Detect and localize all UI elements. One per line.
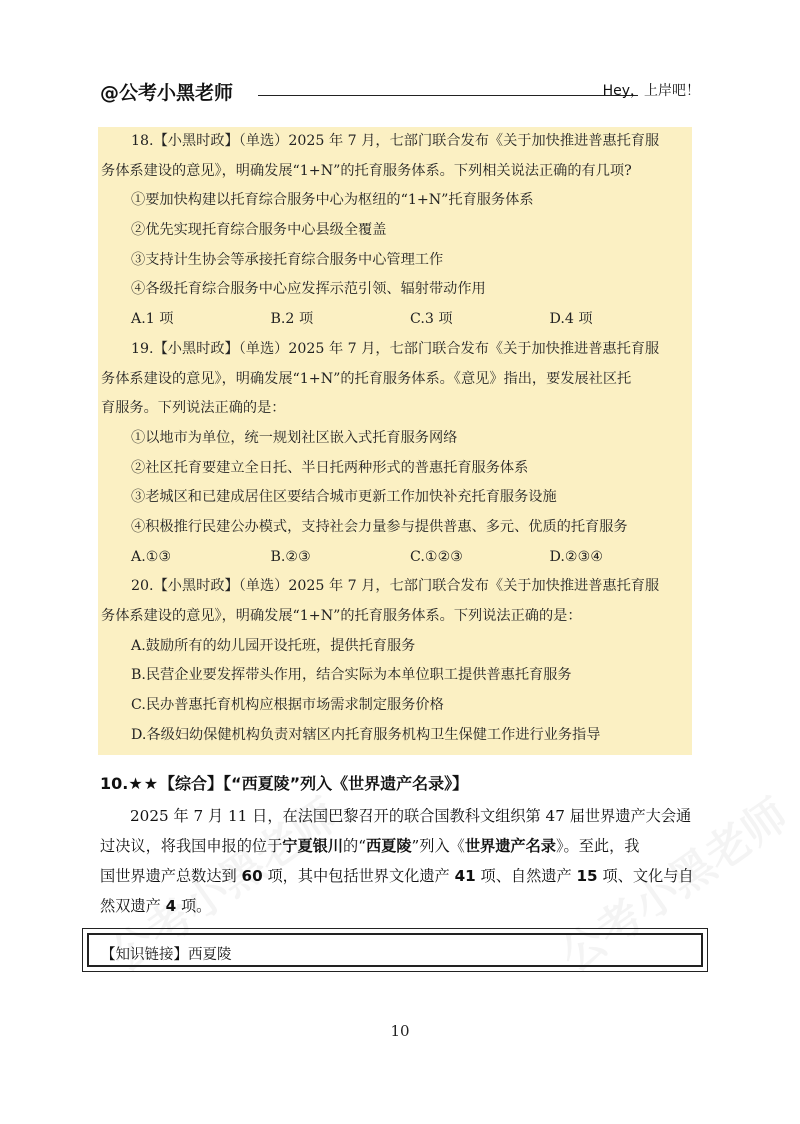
- text-run: 项、文化与自: [597, 867, 694, 885]
- text-run: 项、自然遗产: [475, 867, 577, 885]
- text-run: 过决议，将我国申报的位于: [100, 837, 283, 855]
- bold-run: 世界遗产名录: [464, 837, 556, 855]
- statement-item: ③老城区和已建成居住区要结合城市更新工作加快补充托育服务设施: [131, 489, 557, 506]
- option-c: C.①②③: [410, 548, 464, 565]
- question-stem-line: 务体系建设的意见》，明确发展“1+N”的托育服务体系。《意见》指出，要发展社区托: [101, 370, 632, 387]
- question-18: [101, 127, 689, 335]
- header-rule: [258, 95, 638, 96]
- question-20: [101, 572, 689, 750]
- page-header: [100, 78, 700, 108]
- option-d: D.4 项: [549, 311, 593, 328]
- statement-item: ①以地市为单位，统一规划社区嵌入式托育服务网络: [131, 429, 458, 446]
- bold-run: 41: [454, 867, 476, 885]
- bold-run: 西夏陵: [365, 837, 412, 855]
- text-run: ”列入《: [411, 837, 465, 855]
- questions-block: [98, 127, 692, 755]
- option-a: A.①③: [131, 548, 172, 565]
- paragraph-line: [100, 831, 700, 861]
- bold-run: 15: [576, 867, 598, 885]
- bold-run: 4: [165, 897, 177, 915]
- statement-item: ②社区托育要建立全日托、半日托两种形式的普惠托育服务体系: [131, 459, 529, 476]
- brand-label: @公考小黑老师: [100, 82, 234, 104]
- text-run: 国世界遗产总数达到: [100, 867, 242, 885]
- header-slogan: Hey，上岸吧！: [602, 83, 700, 99]
- section-tag: 【综合】: [159, 774, 224, 793]
- option-item: A.鼓励所有的幼儿园开设托班，提供托育服务: [131, 637, 416, 654]
- star-rating: ★★: [128, 774, 160, 793]
- option-item: B.民营企业要发挥带头作用，结合实际为本单位职工提供普惠托育服务: [131, 667, 572, 684]
- text-run: 项，其中包括世界文化遗产: [262, 867, 455, 885]
- question-stem-line: 18.【小黑时政】（单选）2025 年 7 月，七部门联合发布《关于加快推进普惠托育服: [131, 133, 660, 149]
- text-run: 》。至此，我: [555, 837, 640, 855]
- bold-run: 60: [241, 867, 263, 885]
- page-number: 10: [390, 1022, 410, 1040]
- paragraph-line: [100, 861, 700, 891]
- paragraph-line: [100, 801, 700, 831]
- text-run: 2025 年 7 月 11 日，在法国巴黎召开的联合国教科文组织第 47 届世界遗产大会通: [130, 807, 692, 825]
- question-stem-line: 19.【小黑时政】（单选）2025 年 7 月，七部门联合发布《关于加快推进普惠托育服: [131, 340, 660, 357]
- knowledge-link-inner-frame: [87, 933, 703, 967]
- paragraph-line: [100, 891, 700, 921]
- option-c: C.3 项: [410, 311, 453, 328]
- option-item: D.各级妇幼保健机构负责对辖区内托育服务机构卫生保健工作进行业务指导: [131, 726, 601, 743]
- option-item: C.民办普惠托育机构应根据市场需求制定服务价格: [131, 697, 444, 714]
- knowledge-link-label: 【知识链接】西夏陵: [101, 947, 232, 963]
- option-b: B.②③: [270, 548, 311, 565]
- section-heading: [100, 771, 468, 794]
- option-d: D.②③④: [549, 548, 604, 565]
- option-b: B.2 项: [270, 311, 314, 328]
- question-stem-line: 务体系建设的意见》，明确发展“1+N”的托育服务体系。下列说法正确的是：: [101, 608, 582, 624]
- question-stem-line: 育服务。下列说法正确的是：: [101, 400, 286, 417]
- text-run: 的“: [343, 837, 366, 855]
- section-title: 【“西夏陵”列入《世界遗产名录》】: [223, 774, 469, 793]
- body-paragraph: [100, 801, 700, 921]
- text-run: 项。: [176, 897, 212, 915]
- question-stem-line: 20.【小黑时政】（单选）2025 年 7 月，七部门联合发布《关于加快推进普惠托育服: [131, 578, 660, 595]
- answer-options: [101, 305, 689, 335]
- bold-run: 宁夏银川: [282, 837, 343, 855]
- answer-options: [101, 543, 689, 573]
- statement-item: ②优先实现托育综合服务中心县级全覆盖: [131, 222, 387, 239]
- knowledge-link-box: [82, 928, 708, 972]
- option-a: A.1 项: [131, 311, 174, 328]
- question-19: [101, 335, 689, 573]
- text-run: 然双遗产: [100, 897, 166, 915]
- statement-item: ④各级托育综合服务中心应发挥示范引领、辐射带动作用: [131, 281, 486, 298]
- section-number: 10.: [100, 774, 129, 793]
- statement-item: ④积极推行民建公办模式，支持社会力量参与提供普惠、多元、优质的托育服务: [131, 518, 628, 535]
- statement-item: ①要加快构建以托育综合服务中心为枢纽的“1+N”托育服务体系: [131, 192, 534, 209]
- question-stem-line: 务体系建设的意见》，明确发展“1+N”的托育服务体系。下列相关说法正确的有几项?: [101, 162, 632, 179]
- statement-item: ③支持计生协会等承接托育综合服务中心管理工作: [131, 251, 444, 268]
